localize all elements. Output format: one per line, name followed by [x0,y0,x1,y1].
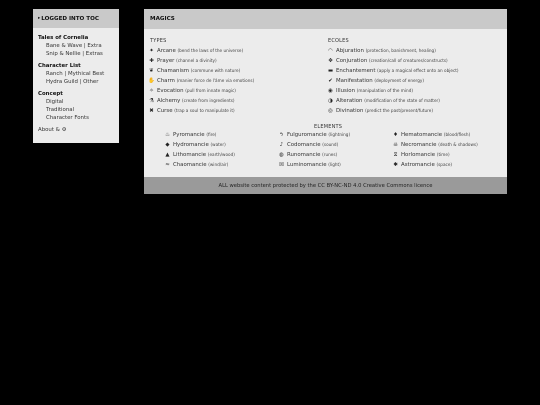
magic-description: (channel a divinity) [176,58,217,63]
magic-description: (wind/air) [208,162,229,167]
magic-row-charm[interactable] [148,76,254,86]
toc-header[interactable] [33,9,119,28]
magics-header [144,9,507,29]
prayer-icon: ✚ [149,58,154,64]
magic-name: Prayer [157,58,175,64]
types-heading: TYPES [150,38,167,44]
ecoles-heading: ECOLES [328,38,349,44]
magic-row-abjuration[interactable] [327,46,436,56]
magic-name: Charm [157,78,175,84]
magic-description: (runes) [322,152,338,157]
magics-panel [144,9,507,194]
chamanism-icon: ❦ [149,68,154,74]
magic-row-horlomancie[interactable] [392,150,450,160]
magic-row-lithomancie[interactable] [164,150,235,160]
caret-right-icon: ▸ [38,16,41,21]
earth-icon: ▲ [165,152,170,158]
magic-name: Astromancie [401,162,435,168]
enchantement-icon: ▬ [327,68,334,74]
magic-row-prayer[interactable] [148,56,217,66]
magic-name: Runomancie [287,152,321,158]
toc-item-traditional[interactable]: Traditional [46,107,75,113]
magic-row-hydromancie[interactable] [164,140,226,150]
magic-name: Necromancie [401,142,437,148]
toc-item-hydra-guild[interactable]: Hydra Guild | Other [46,79,99,85]
rune-icon: ◍ [279,152,284,158]
toc-item-snip-nellie[interactable]: Snip & Nellie | Extras [46,51,103,57]
magic-name: Divination [336,108,364,114]
magic-name: Manifestation [336,78,373,84]
blood-icon: ♦ [393,132,398,138]
magic-row-luminomancie[interactable] [278,160,341,170]
magic-name: Conjuration [336,58,368,64]
toc-item-ranch[interactable]: Ranch | Mythical Best [46,71,105,77]
divination-icon: ◎ [328,108,333,114]
water-icon: ◆ [165,142,170,148]
magic-name: Hematomancie [401,132,443,138]
magic-row-alteration[interactable] [327,96,440,106]
time-icon: ⧖ [393,152,398,158]
magic-row-hematomancie[interactable] [392,130,470,140]
magic-row-arcane[interactable] [148,46,243,56]
light-icon: ☒ [279,162,284,168]
toc-group-character-list[interactable]: Character List [38,63,81,69]
license-text: ALL website content protected by the CC BY-NC-ND 4.0 Creative Commons licence [218,182,433,189]
magic-description: (time) [436,152,450,157]
curse-icon: ✖ [149,108,154,114]
magic-row-curse[interactable] [148,106,235,116]
evocation-icon: ✧ [149,88,154,94]
magic-description: (fire) [206,132,217,137]
elements-heading: ELEMENTS [314,124,343,130]
magic-description: (blood/flesh) [443,132,471,137]
magic-row-necromancie[interactable] [392,140,478,150]
magic-row-runomancie[interactable] [278,150,337,160]
magic-name: Chaomancie [173,162,207,168]
magic-name: Horlomancie [401,152,436,158]
magic-description: (create from ingredients) [182,98,235,103]
magic-description: (pull from innate magic) [185,88,236,93]
magic-description: (creation/call of creatures/constructs) [368,58,448,63]
magic-description: (light) [328,162,341,167]
magic-name: Enchantement [336,68,376,74]
magic-row-alchemy[interactable] [148,96,235,106]
magic-name: Arcane [157,48,176,54]
arcane-icon: ✦ [149,48,154,54]
magic-name: Hydromancie [173,142,209,148]
magic-name: Chamanism [157,68,190,74]
magic-description: (predict the past/present/future) [365,108,433,113]
space-icon: ✱ [393,162,398,168]
fire-icon: ♨ [165,132,170,138]
magic-description: (water) [210,142,226,147]
toc-title: LOGGED INTO TOC [41,15,99,22]
magic-name: Alchemy [157,98,181,104]
toc-panel [33,9,119,143]
magic-row-divination[interactable] [327,106,433,116]
magic-description: (death & shadows) [438,142,478,147]
manifestation-icon: ✔ [328,78,333,84]
magic-row-codomancie[interactable] [278,140,338,150]
toc-group-concept[interactable]: Concept [38,91,63,97]
sound-icon: ♪ [279,142,284,148]
toc-item-digital[interactable]: Digital [46,99,64,105]
magic-row-astromancie[interactable] [392,160,452,170]
magic-description: (manipulation of the mind) [356,88,413,93]
magic-row-enchantement[interactable] [327,66,459,76]
magic-row-conjuration[interactable] [327,56,448,66]
lightning-icon: ϟ [279,132,284,138]
magic-description: (earth/wood) [207,152,235,157]
magic-row-illusion[interactable] [327,86,413,96]
magic-name: Alteration [336,98,363,104]
magic-name: Lithomancie [173,152,207,158]
magic-description: (trap a soul to manipulate it) [174,108,235,113]
magic-row-pyromancie[interactable] [164,130,216,140]
magic-name: Luminomancie [287,162,327,168]
magic-name: Evocation [157,88,184,94]
toc-about-link[interactable]: About & ⚙ [38,127,67,133]
magic-description: (commune with nature) [190,68,241,73]
magic-description: (modification of the state of matter) [364,98,440,103]
magic-row-chamanism[interactable] [148,66,240,76]
magic-description: (sound) [322,142,339,147]
conjuration-icon: ✥ [328,58,333,64]
magic-name: Fulguromancie [287,132,327,138]
death-icon: ☠ [393,142,398,148]
magic-name: Abjuration [336,48,364,54]
magic-description: (deployment of energy) [374,78,424,83]
magic-description: (lightning) [328,132,351,137]
toc-group-tales[interactable]: Tales of Cornelia [38,35,89,41]
magic-description: (protection, banishment, healing) [365,48,436,53]
magic-description: (manier force de l'âme via emotions) [176,78,255,83]
magic-name: Pyromancie [173,132,205,138]
magic-row-fulguromancie[interactable] [278,130,350,140]
illusion-icon: ◉ [328,88,333,94]
charm-icon: ✋ [148,78,155,84]
magic-name: Curse [157,108,173,114]
magic-row-manifestation[interactable] [327,76,424,86]
magic-description: (apply a magical effect onto an object) [377,68,459,73]
wind-icon: ≈ [165,162,170,168]
toc-item-character-fonts[interactable]: Character Fonts [46,115,89,121]
page-title: MAGICS [150,16,175,22]
magic-row-chaomancie[interactable] [164,160,228,170]
alchemy-icon: ⚗ [149,98,154,104]
magic-description: (bend the laws of the universe) [177,48,244,53]
abjuration-icon: ◠ [328,48,333,54]
license-footer [144,177,507,194]
magic-description: (space) [436,162,453,167]
toc-item-bane-wave[interactable]: Bane & Wave | Extra [46,43,102,49]
alteration-icon: ◑ [328,98,333,104]
magic-name: Illusion [336,88,356,94]
magic-name: Codomancie [287,142,321,148]
magic-row-evocation[interactable] [148,86,236,96]
